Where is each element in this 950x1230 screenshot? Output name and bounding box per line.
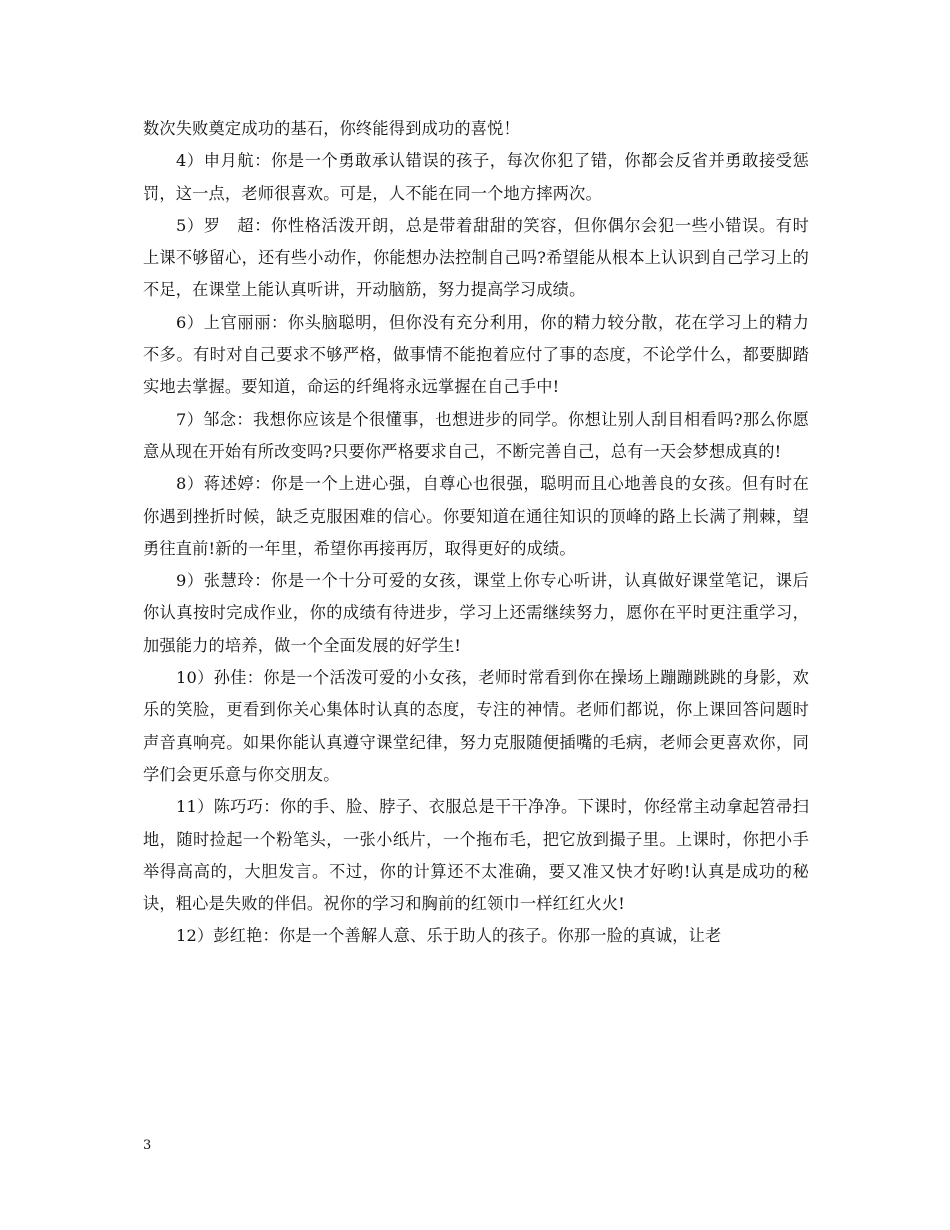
paragraph: 8）蒋述婷：你是一个上进心强，自尊心也很强，聪明而且心地善良的女孩。但有时在你遇到挫折时候，缺乏克服困难的信心。你要知道在通往知识的顶峰的路上长满了荆棘，望勇往直前!新的一年里，希望你再接再厉，取得更好的成绩。 [143, 474, 809, 558]
paragraph: 7）邹念：我想你应该是个很懂事，也想进步的同学。你想让别人刮目相看吗?那么你愿意从现在开始有所改变吗?只要你严格要求自己，不断完善自己，总有一天会梦想成真的! [143, 409, 809, 461]
paragraph: 6）上官丽丽：你头脑聪明，但你没有充分利用，你的精力较分散，花在学习上的精力不多。有时对自己要求不够严格，做事情不能抱着应付了事的态度，不论学什么，都要脚踏实地去掌握。要知道，命运的纤绳将永远掌握在自己手中! [143, 312, 809, 397]
paragraph: 11）陈巧巧：你的手、脸、脖子、衣服总是干干净净。下课时，你经常主动拿起笤帚扫地，随时捡起一个粉笔头，一张小纸片，一个拖布毛，把它放到撮子里。上课时，你把小手举得高高的，大胆发言。不过，你的计算还不太准确，要又准又快才好哟!认真是成功的秘诀，粗心是失败的伴侣。祝你的学习和胸前的红领巾一样红红火火! [143, 797, 809, 914]
paragraph: 5）罗 超：你性格活泼开朗，总是带着甜甜的笑容，但你偶尔会犯一些小错误。有时上课不够留心，还有些小动作，你能想办法控制自己吗?希望能从根本上认识到自己学习上的不足，在课堂上能认真听讲，开动脑筋，努力提高学习成绩。 [143, 215, 809, 300]
paragraph: 4）申月航：你是一个勇敢承认错误的孩子，每次你犯了错，你都会反省并勇敢接受惩罚，这一点，老师很喜欢。可是，人不能在同一个地方摔两次。 [143, 151, 809, 203]
document-body [143, 113, 809, 953]
paragraph: 9）张慧玲：你是一个十分可爱的女孩，课堂上你专心听讲，认真做好课堂笔记，课后你认真按时完成作业，你的成绩有待进步，学习上还需继续努力，愿你在平时更注重学习，加强能力的培养，做一个全面发展的好学生! [143, 571, 809, 655]
paragraph: 数次失败奠定成功的基石，你终能得到成功的喜悦！ [143, 119, 520, 138]
paragraph: 12）彭红艳：你是一个善解人意、乐于助人的孩子。你那一脸的真诚，让老 [176, 926, 722, 946]
page-number: 3 [143, 1138, 152, 1153]
paragraph: 10）孙佳：你是一个活泼可爱的小女孩，老师时常看到你在操场上蹦蹦跳跳的身影，欢乐的笑脸，更看到你关心集体时认真的态度，专注的神情。老师们都说，你上课回答问题时声音真响亮。如果你能认真遵守课堂纪律，努力克服随便插嘴的毛病，老师会更喜欢你，同学们会更乐意与你交朋友。 [143, 668, 809, 784]
